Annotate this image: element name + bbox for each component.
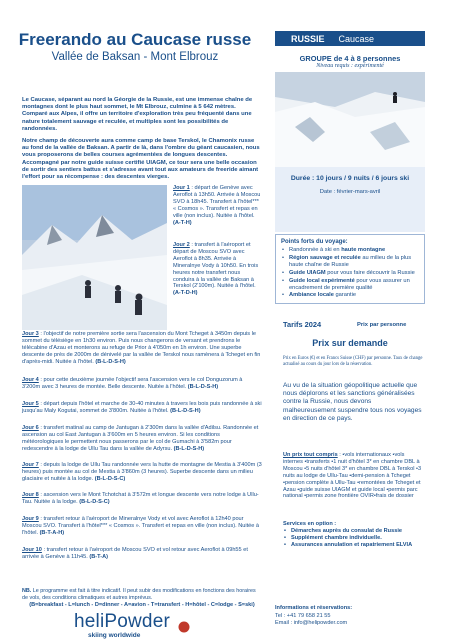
day-label: Jour 8 [22,492,39,498]
day-code: (B-L-D-S-H) [95,358,126,365]
day-code: (A-T-D-H) [173,290,198,297]
per-person-label: Prix par personne [357,322,407,328]
geopolitical-notice: Au vu de la situation géopolitique actuelle que nous déplorons et les sanctions généralisées contre la Russie, nous devons malheureusement suspendre tous nos voyages en direction de ce pays. [283,382,422,422]
helipowder-logo[interactable] [74,611,204,639]
day-label: Jour 1 [173,185,190,191]
day-text: : pour cette deuxième journée l'objectif sera l'ascension vers le col Donguzorum à 3'200m avec 3 heures de montée. Belle descente. Nuitée à l'hôtel. [22,377,243,390]
service-item: • Démarches auprès du consulat de Russie [283,528,425,535]
day-code: (A-T-H) [173,219,192,226]
price-note: Prix en Euros (€) et en Francs Suisse (CHF) par personne. Taux de change actualisé au cours du jour lors de la réservation. [283,356,423,367]
day-code: (B-T-A-H) [39,529,65,536]
day-item [22,547,262,561]
day-text: : transfert matinal au camp de Jantugan à 2'300m dans la vallée d'Adilsu. Randonnée et ascension au col East Jantugan à 3'600m en 5 heures environ. Si les conditions météorologiques le permettent nous passerons par le col de Gumachi à 3'582m pour redescendre à la lodge de Ullu Tau dans la vallée de Adyrsu. [22,425,259,452]
group-size: GROUPE de 4 à 8 personnes [299,54,401,63]
day-code: (B-L-D-S-C) [94,475,126,482]
day-label: Jour 5 [22,401,39,407]
hp-badge-icon [178,621,190,633]
highlight-strong: Ambiance locale [289,292,334,299]
day-text: : départ de Genève avec Aeroflot à 13h50. Arrivée à Moscou SVO à 18h45. Transfert à l'hôtel*** « Cosmos ». Transfert et repas en ville (non inclus). Nuitée à l'hôtel. [173,185,261,219]
day-item [22,331,262,366]
highlight-text: pour vous faire découvrir la Russie [325,269,415,276]
highlight-item [281,292,420,299]
abbreviation-legend: (B=breakfast - L=lunch - D=dinner - A=avion - T=transfert - H=hôtel - C=lodge - S=ski) [29,602,255,608]
day-code: (B-L-D-S-H) [173,445,205,452]
day-label: Jour 3 [22,331,39,337]
duration-panel [275,167,425,232]
freeride-photo [275,72,425,167]
contact-email[interactable]: Email : info@helipowder.com [275,620,348,627]
day-text: : depuis la lodge de Ullu Tau randonnée vers la hutte de montagne de Mestia à 3'400m (3 heures) puis montée au col de Mestia à 3'860m (3 heures). Superbe descente dans un milieu glaciaire et nuitée à la lodge. [22,462,262,482]
contact-phone[interactable]: Tel : +41 79 658 21 55 [275,612,331,619]
page-subtitle: Vallée de Baksan - Mont Elbrouz [51,51,219,63]
highlight-strong: Guide UIAGM [289,269,326,276]
day-text: : transfert retour à l'aéroport de Mineralnye Vody et vol avec Aeroflot à 12h40 pour Moscou SVO. Transfert à l'hôtel*** « Cosmos ». Transfert et repas en ville (non inclus). Nuitée à l'hôtel. [22,516,260,536]
day-code: (B-T-A) [89,553,109,560]
highlight-item [281,247,420,254]
day-label: Jour 9 [22,516,39,522]
day-item [22,425,262,453]
highlight-text: au milieu de la plus haute chaîne de Russie [289,254,412,268]
logo-tagline: skiing worldwide [88,632,141,639]
highlight-strong: Guide local expérimenté [289,277,355,284]
day-label: Jour 4 [22,377,39,383]
day-text: : transfert à l'aéroport et départ de Moscou SVO avec Aeroflot à 8h35. Arrivée à Mineralnye Vody à 10h50. En trois heures notre transfert nous conduira à la vallée de Baksan à Terskol (2'100m). Nuitée à l'hôtel. [173,242,259,290]
optional-services [283,521,425,549]
included-heading: Un prix tout compris [283,452,338,458]
region-label: Caucase [338,33,375,44]
intro-paragraph: Le Caucase, séparant au nord la Géorgie de la Russie, est une immense chaîne de montagnes dont le plus haut sommet, le Mt Elbrouz, culmine à 5 642 mètres. Comparé aux Alpes, il offre un territoire d'exploration très peu fréquenté dans une nature totalement sauvage et reculée, et multiples sont les possibilités de randonnées. [22,97,253,132]
day-label: Jour 6 [22,425,39,431]
logo-wordmark: heliPowder [74,611,170,632]
price-on-request: Prix sur demande [312,338,388,348]
highlight-strong: haute montagne [341,247,386,253]
day-item [22,516,262,537]
highlight-item [281,255,420,269]
day-item [22,377,262,391]
program-note [22,588,262,601]
trip-dates: Date : février-mars-avril [319,189,381,195]
trip-duration: Durée : 10 jours / 9 nuits / 6 jours ski [290,175,410,182]
service-item: • Supplément chambre individuelle. [283,535,425,542]
day-label: Jour 10 [22,547,42,553]
contact-info [275,605,425,628]
day-label: Jour 7 [22,462,39,468]
note-text: Le programme est fait à titre indicatif. Il peut subir des modifications en fonctions des horaires de vols, des conditions climatiques et autres imprévus. [22,588,256,601]
day-code: (B-L-D-S-C) [79,498,110,505]
highlight-text: Randonnée à ski en [289,247,342,253]
required-level: Niveau requis : expérimenté [316,63,384,69]
highlight-item [281,278,420,292]
contact-heading: Informations et réservations: [275,605,353,611]
day-code: (B-L-D-S-H) [187,383,219,390]
day-item [173,185,261,226]
ski-touring-photo [22,185,167,330]
day-text: : transfert retour à l'aéroport de Moscou SVO et vol retour avec Aeroflot à 09h55 et arrivée à Genève à 11h45. [22,547,248,560]
highlight-text: pour vous assurer un encadrement de première qualité [289,277,410,291]
day-code: (B-L-D-S-H) [170,407,201,414]
intro-paragraph: Notre champ de découverte aura comme camp de base Terskol, le Chamonix russe au fond de la vallée de Baksan. A partir de là, dans l'ombre du géant caucasien, nous vous proposerons de belles courses agrémentées de longues descentes. Accompagné par notre guide suisse certifié UIAGM, ce tour sera une belle occasion de sortir des sentiers battus et s'adresse avant tout aux amateurs de freeride aimant l'effort pour sa récompense : des descentes vierges. [22,138,260,181]
page-title: Freerando au Caucase russe [18,30,252,49]
highlight-strong: Région sauvage et reculée [289,254,361,261]
included-list [283,452,425,500]
services-heading: Services en option : [283,521,337,527]
note-prefix: NB. [22,588,32,594]
country-label: RUSSIE [291,33,325,44]
day-item [22,401,262,415]
day-item [22,492,262,506]
highlight-item [281,270,420,277]
destination-header [275,31,425,46]
tarifs-heading: Tarifs 2024 [283,320,322,329]
included-text: : •vols internationaux •vols internes •transferts •1 nuit d'hôtel 3* en chambre DBL à Moscou •5 nuits d'hôtel 3* en chambre DBL à Terskol •3 nuits au lodge de Ullu-Tau •demi-pension à Tcheget •pension complète à Ullu-Tau •remontées de Tcheget et Azau •guide suisse UIAGM et guide local •permis parc national •permis zone frontière OVIR•frais de dossier [283,452,422,500]
day-text: : l'objectif de notre première sortie sera l'ascension du Mont Tcheget à 3450m depuis le sommet du télésiège en 1h30 environ. Puis nous changerons de versant et prendrons le télécabine d'Azau et monterons au refuge de Prior à 4'050m en 1h environ. Une superbe descente de près de 2000m de dénivelé par la vallée de Terskol nous ramènera à Tcheget en fin d'après-midi. Nuitée à l'hôtel. [22,331,261,365]
day-text: : ascension vers le Mont Tchotchat à 3'572m et longue descente vers notre lodge à Ullu-Tau. Nuitée à la lodge. [22,492,259,505]
highlight-text: garantie [333,292,357,299]
service-item: • Assurances annulation et rapatriement ELVIA [283,542,425,549]
day-text: : départ depuis l'hôtel et marche de 30-40 minutes à travers les bois puis randonnée à ski jusqu'au Maly Kogutai, sommet de 3'800m. Nuitée à l'hôtel. [22,401,262,414]
day-label: Jour 2 [173,242,190,248]
highlights-box [275,234,425,304]
highlights-heading: Points forts du voyage: [281,239,348,245]
intro-text [22,97,260,186]
day-item [173,242,261,297]
day-item [22,462,262,483]
